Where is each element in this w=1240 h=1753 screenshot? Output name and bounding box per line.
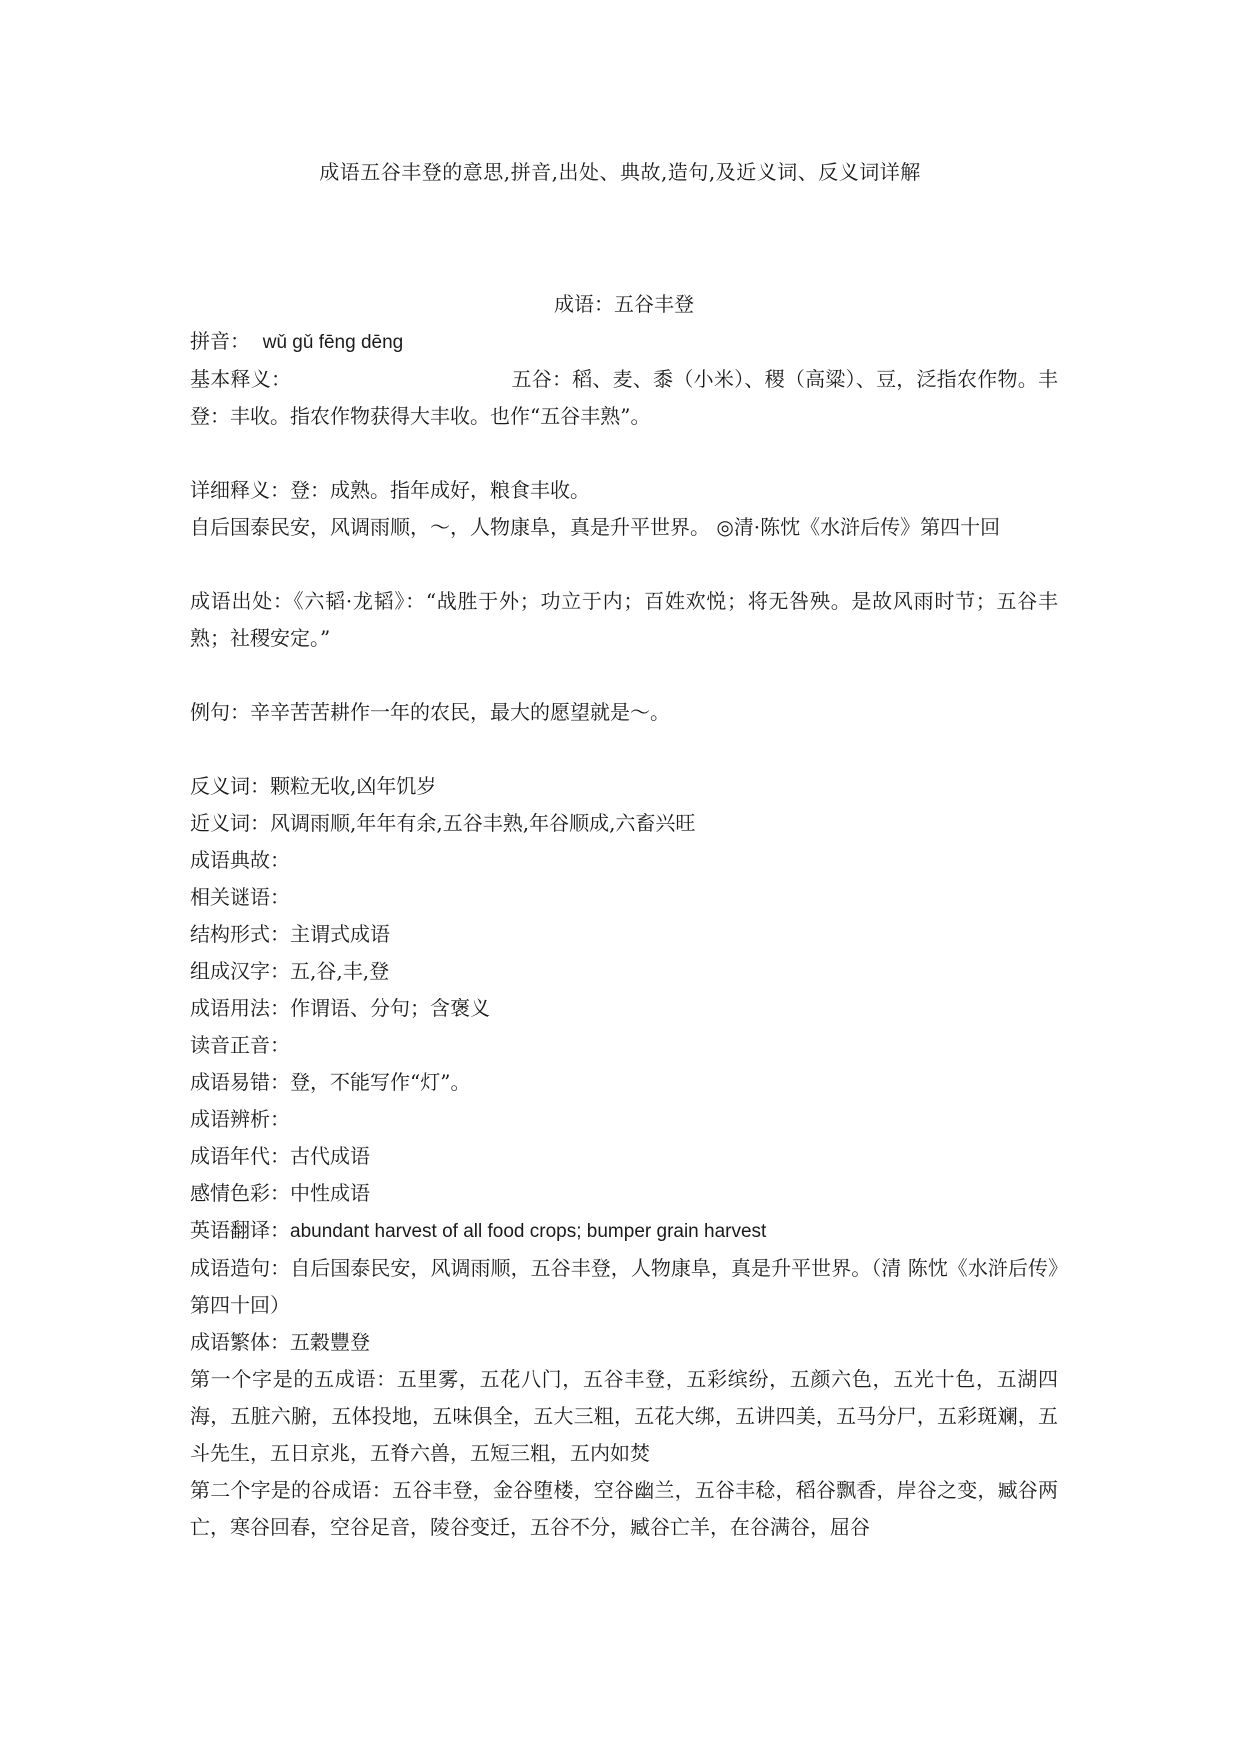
usage-label: 成语用法： [190, 996, 290, 1020]
usage-value: 作谓语、分句；含褒义 [290, 996, 490, 1020]
distinction-row [190, 1101, 1058, 1138]
story-label: 成语典故： [190, 848, 290, 872]
synonyms-row [190, 805, 1058, 842]
common-error-row [190, 1064, 1058, 1101]
source-row [190, 583, 1058, 657]
pinyin-value: wǔ gǔ fēng dēng [262, 332, 404, 353]
antonyms-row [190, 768, 1058, 805]
example-row [190, 694, 1058, 731]
common-error-label: 成语易错： [190, 1070, 290, 1094]
sentiment-row [190, 1175, 1058, 1212]
sentence-label: 成语造句： [190, 1256, 291, 1280]
common-error-value: 登，不能写作“灯”。 [290, 1070, 471, 1094]
first-char-list-row [190, 1361, 1058, 1472]
document-title: 成语五谷丰登的意思,拼音,出处、典故,造句,及近义词、反义词详解 [319, 160, 921, 184]
source-label: 成语出处： [190, 589, 294, 613]
riddle-label: 相关谜语： [190, 885, 290, 909]
document-body [190, 286, 1058, 1546]
example-label: 例句： [190, 700, 250, 724]
era-row [190, 1138, 1058, 1175]
sentiment-value: 中性成语 [290, 1181, 370, 1205]
era-label: 成语年代： [190, 1144, 290, 1168]
pinyin-row [190, 323, 1058, 361]
sentence-row [190, 1250, 1058, 1324]
basic-meaning-row [190, 361, 1058, 435]
second-char-list-value: 五谷丰登，金谷堕楼，空谷幽兰，五谷丰稔，稻谷飘香，岸谷之变，臧谷两亡，寒谷回春，空谷足音，陵谷变迁，五谷不分，臧谷亡羊，在谷满谷，屈谷 [190, 1478, 1059, 1539]
structure-value: 主谓式成语 [290, 922, 390, 946]
usage-row [190, 990, 1058, 1027]
characters-value: 五,谷,丰,登 [290, 959, 390, 983]
detailed-meaning-row [190, 472, 1058, 509]
detailed-meaning-label: 详细释义： [190, 478, 290, 502]
detailed-meaning-example: 自后国泰民安，风调雨顺，～，人物康阜，真是升平世界。 ◎清·陈忱《水浒后传》第四十回 [190, 515, 1001, 539]
sentence-value: 自后国泰民安，风调雨顺，五谷丰登，人物康阜，真是升平世界。（清 陈忱《水浒后传》第四十回） [190, 1256, 1058, 1317]
characters-row [190, 953, 1058, 990]
structure-row [190, 916, 1058, 953]
synonyms-value: 风调雨顺,年年有余,五谷丰熟,年谷顺成,六畜兴旺 [270, 811, 696, 835]
antonyms-label: 反义词： [190, 774, 270, 798]
basic-meaning-label: 基本释义： [190, 367, 292, 391]
english-value: abundant harvest of all food crops; bumper grain harvest [290, 1221, 767, 1242]
first-char-list-value: 五里雾，五花八门，五谷丰登，五彩缤纷，五颜六色，五光十色，五湖四海，五脏六腑，五体投地，五味俱全，五大三粗，五花大绑，五讲四美，五马分尸，五彩斑斓，五斗先生，五日京兆，五脊六兽，五短三粗，五内如焚 [190, 1367, 1059, 1465]
traditional-label: 成语繁体： [190, 1330, 290, 1354]
antonyms-value: 颗粒无收,凶年饥岁 [270, 774, 437, 798]
riddle-row [190, 879, 1058, 916]
distinction-label: 成语辨析： [190, 1107, 290, 1131]
source-value: 《六韬·龙韬》：“战胜于外；功立于内；百姓欢悦；将无咎殃。是故风雨时节；五谷丰熟；社稷安定。” [190, 589, 1058, 650]
era-value: 古代成语 [290, 1144, 370, 1168]
second-char-list-label: 第二个字是的谷成语： [190, 1478, 392, 1502]
example-value: 辛辛苦苦耕作一年的农民，最大的愿望就是～。 [250, 700, 670, 724]
traditional-value: 五穀豐登 [290, 1330, 370, 1354]
story-row [190, 842, 1058, 879]
pronunciation-row [190, 1027, 1058, 1064]
idiom-heading: 成语：五谷丰登 [554, 292, 694, 316]
first-char-list-label: 第一个字是的五成语： [190, 1367, 397, 1391]
second-char-list-row [190, 1472, 1058, 1546]
structure-label: 结构形式： [190, 922, 290, 946]
characters-label: 组成汉字： [190, 959, 290, 983]
english-row [190, 1212, 1058, 1250]
sentiment-label: 感情色彩： [190, 1181, 290, 1205]
traditional-row [190, 1324, 1058, 1361]
synonyms-label: 近义词： [190, 811, 270, 835]
detailed-meaning-value: 登：成熟。指年成好，粮食丰收。 [290, 478, 590, 502]
basic-meaning-value: 五谷：稻、麦、黍（小米）、稷（高粱）、豆，泛指农作物。丰登：丰收。指农作物获得大丰收。也作“五谷丰熟”。 [190, 367, 1059, 428]
english-label: 英语翻译： [190, 1218, 290, 1242]
pinyin-label: 拼音： [190, 329, 250, 353]
pronunciation-label: 读音正音： [190, 1033, 290, 1057]
